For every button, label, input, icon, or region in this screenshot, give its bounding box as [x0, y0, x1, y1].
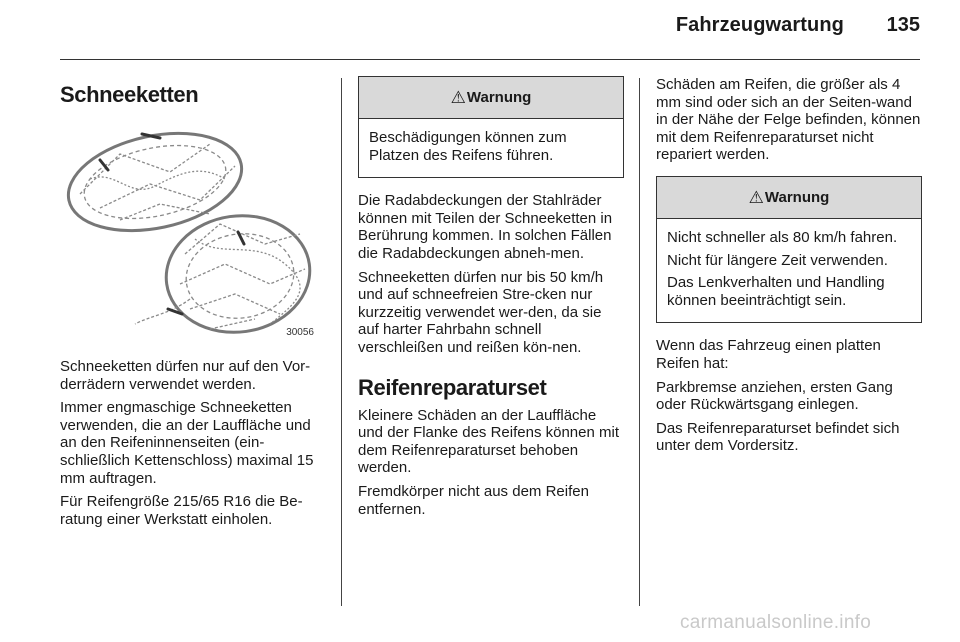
warning-triangle-icon: ⚠: [450, 88, 466, 107]
paragraph: Schäden am Reifen, die größer als 4 mm sind oder sich an der Seiten-wand in der Nähe der Felge befinden, können mit dem Reifenreparaturset nicht repariert werden.: [656, 76, 921, 164]
column-divider-2: [639, 78, 640, 606]
paragraph: Für Reifengröße 215/65 R16 die Be-ratung einer Werkstatt einholen.: [60, 493, 303, 528]
paragraph: Parkbremse anziehen, ersten Gang oder Rückwärtsgang einlegen.: [656, 378, 893, 414]
warning-box: [656, 176, 922, 323]
column-1: [60, 76, 326, 534]
watermark: carmanualsonline.info: [680, 612, 872, 633]
paragraph: Fremdkörper nicht aus dem Reifen entfernen.: [358, 482, 589, 518]
paragraph: Kleinere Schäden an der Lauffläche und der Flanke des Reifens können mit dem Reifenreparaturset behoben werden.: [358, 406, 619, 477]
page-header-title: Fahrzeugwartung: [675, 14, 844, 36]
column-2: [358, 76, 624, 524]
warning-body: [657, 219, 921, 322]
figure-id: 30056: [286, 327, 314, 338]
warning-title: Warnung: [764, 188, 830, 206]
warning-line: Nicht schneller als 80 km/h fahren.: [667, 228, 898, 246]
warning-line: Das Lenkverhalten und Handling können beeinträchtigt sein.: [667, 274, 885, 309]
snow-chain-drawing: [60, 124, 322, 342]
warning-triangle-icon: ⚠: [748, 187, 764, 207]
paragraph: Immer engmaschige Schneeketten verwenden, die an der Lauffläche und an den Reifeninnenseiten (ein-schließlich Kettenschloss) maximal 15 mm auftragen.: [60, 399, 314, 487]
snow-chains-illustration: [60, 124, 322, 342]
paragraph: Wenn das Fahrzeug einen platten Reifen hat:: [656, 337, 881, 372]
warning-header: [359, 77, 623, 119]
warning-text: Beschädigungen können zum Platzen des Reifens führen.: [369, 129, 567, 164]
warning-title: Warnung: [466, 89, 532, 106]
section-heading-schneeketten: Schneeketten: [60, 82, 199, 107]
paragraph: Schneeketten dürfen nur auf den Vor-derrädern verwendet werden.: [60, 358, 311, 393]
warning-box: [358, 76, 624, 178]
section-heading-reifenreparaturset: Reifenreparaturset: [358, 374, 547, 400]
warning-header: [657, 177, 921, 219]
header-rule: [60, 59, 920, 60]
paragraph: Die Radabdeckungen der Stahlräder können mit Teilen der Schneeketten in Berührung kommen. In solchen Fällen die Radabdeckungen abneh-men.: [358, 192, 613, 262]
warning-line: Nicht für längere Zeit verwenden.: [667, 251, 888, 269]
warning-body: [359, 119, 623, 177]
paragraph: Schneeketten dürfen nur bis 50 km/h und auf schneefreien Stre-cken nur kurzzeitig verwendet wer-den, da sie auf harter Fahrbahn schnell verschleißen und reißen kön-nen.: [358, 268, 604, 356]
paragraph: Das Reifenreparaturset befindet sich unter dem Vordersitz.: [656, 419, 900, 455]
column-3: [656, 76, 922, 461]
page-number: 135: [886, 14, 920, 36]
column-divider-1: [341, 78, 342, 606]
